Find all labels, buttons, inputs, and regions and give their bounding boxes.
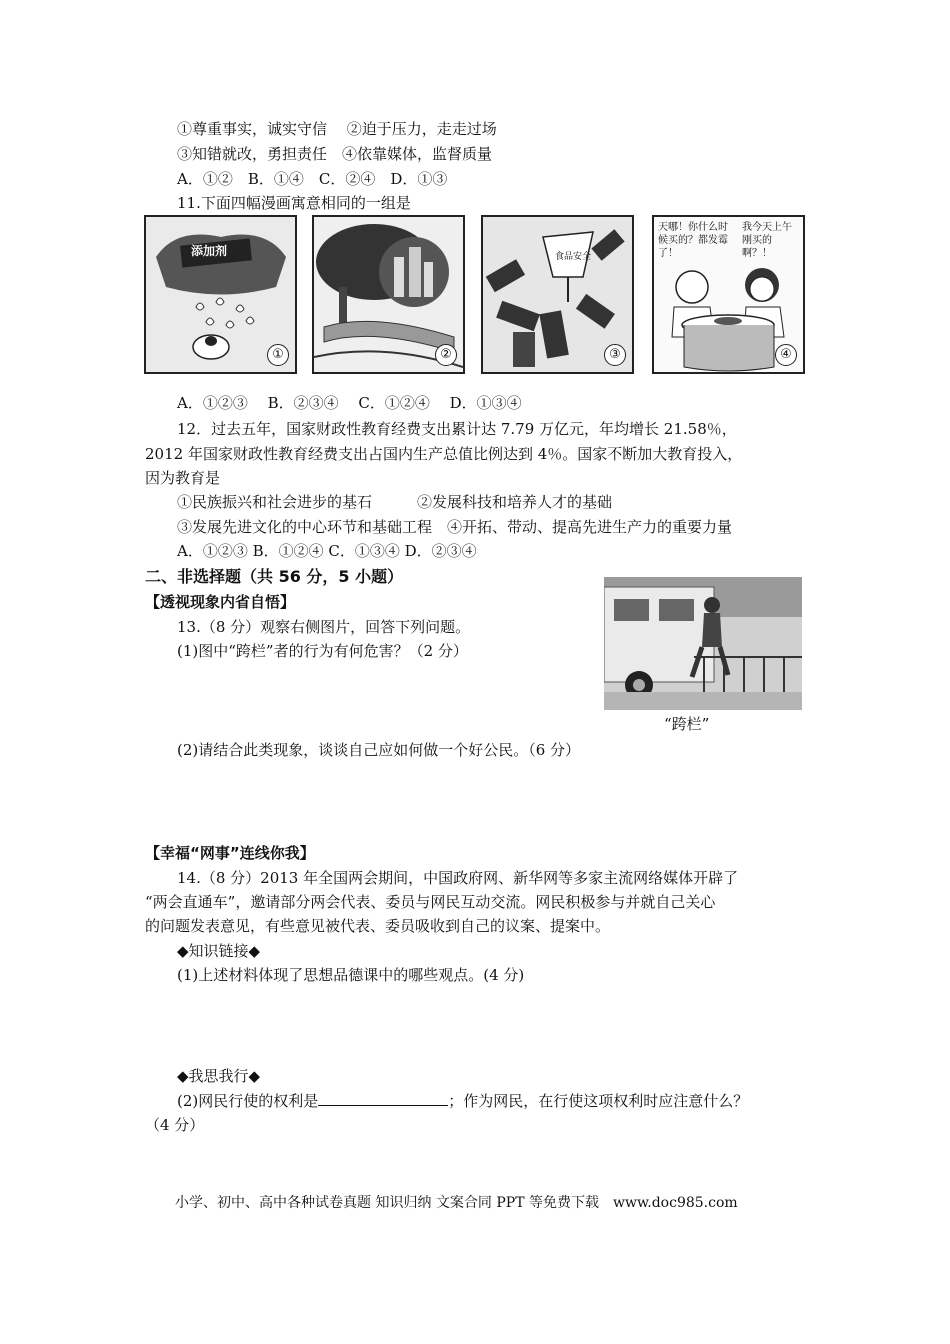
- knowledge-link-title: ◆知识链接◆: [177, 942, 261, 960]
- q14-stem-line-1: 14.（8 分）2013 年全国两会期间，中国政府网、新华网等多家主流网络媒体开辟了: [177, 869, 739, 887]
- q12-stem-line-3: 因为教育是: [145, 469, 221, 487]
- q13-part-2: (2)请结合此类现象，谈谈自己应如何做一个好公民。（6 分）: [177, 741, 581, 759]
- speech-bubble-right: 我今天上午刚买的啊？！: [742, 222, 792, 259]
- q13-part-1: (1)图中“跨栏”者的行为有何危害？（2 分）: [177, 642, 468, 660]
- q12-stem-line-2: 2012 年国家财政性教育经费支出占国内生产总值比例达到 4％。国家不断加大教育投入，: [145, 445, 743, 463]
- answer-blank[interactable]: [318, 1091, 448, 1106]
- additive-label: 添加剂: [191, 244, 228, 258]
- q12-options-line-1: ①民族振兴和社会进步的基石 ②发展科技和培养人才的基础: [177, 493, 613, 511]
- q14-stem-line-2: “两会直通车”，邀请部分两会代表、委员与网民互动交流。网民积极参与并就自己关心: [145, 893, 716, 911]
- subsection-title-2: 【幸福“网事”连线你我】: [145, 844, 315, 862]
- speech-bubble-left: 天哪！你什么时候买的？都发霉了！: [658, 222, 728, 259]
- q12-answer-choices: A．①②③ B．①②④ C．①③④ D．②③④: [177, 542, 477, 560]
- q12-stem-line-1: 12．过去五年，国家财政性教育经费支出累计达 7.79 万亿元，年均增长 21.58％，: [177, 420, 737, 438]
- q13-stem: 13.（8 分）观察右侧图片，回答下列问题。: [177, 618, 471, 636]
- comic-panel-1: [144, 215, 297, 374]
- comic-panel-2: [312, 215, 465, 374]
- q10-options-line-2: ③知错就改，勇担责任 ④依靠媒体，监督质量: [177, 145, 493, 163]
- hurdling-photo: [604, 577, 802, 710]
- q14-part-2: [177, 1091, 748, 1111]
- page-footer: 小学、初中、高中各种试卷真题 知识归纳 文案合同 PPT 等免费下载 www.doc985.com: [175, 1195, 738, 1211]
- q14-part-2-prefix: (2)网民行使的权利是: [177, 1092, 319, 1110]
- q12-options-line-2: ③发展先进文化的中心环节和基础工程 ④开拓、带动、提高先进生产力的重要力量: [177, 518, 733, 536]
- panel-number-3: ③: [604, 344, 626, 366]
- q14-part-2-score: （4 分）: [145, 1116, 205, 1134]
- q10-options-line-1: ①尊重事实，诚实守信 ②迫于压力，走走过场: [177, 120, 497, 138]
- panel-number-2: ②: [435, 344, 457, 366]
- comic-panel-4: [652, 215, 805, 374]
- q14-part-1: (1)上述材料体现了思想品德课中的哪些观点。(4 分): [177, 966, 525, 984]
- q14-stem-line-3: 的问题发表意见，有些意见被代表、委员吸收到自己的议案、提案中。: [145, 917, 611, 935]
- subsection-title-1: 【透视现象内省自悟】: [145, 593, 296, 611]
- person-crossing-fence-photo: [604, 577, 802, 710]
- q11-stem: 11.下面四幅漫画寓意相同的一组是: [177, 194, 411, 212]
- photo-caption: “跨栏”: [664, 715, 710, 733]
- panel-number-1: ①: [267, 344, 289, 366]
- panel-number-4: ④: [775, 344, 797, 366]
- think-act-title: ◆我思我行◆: [177, 1067, 261, 1085]
- q14-part-2-suffix: ；作为网民，在行使这项权利时应注意什么？: [448, 1092, 749, 1110]
- food-safety-label: 食品安全: [555, 252, 592, 262]
- section-2-title: 二、非选择题（共 56 分，5 小题）: [145, 567, 404, 586]
- comic-panel-3: [481, 215, 634, 374]
- q10-answer-choices: A．①② B．①④ C．②④ D．①③: [177, 170, 448, 188]
- q11-answer-choices: A．①②③ B．②③④ C．①②④ D．①③④: [177, 394, 522, 412]
